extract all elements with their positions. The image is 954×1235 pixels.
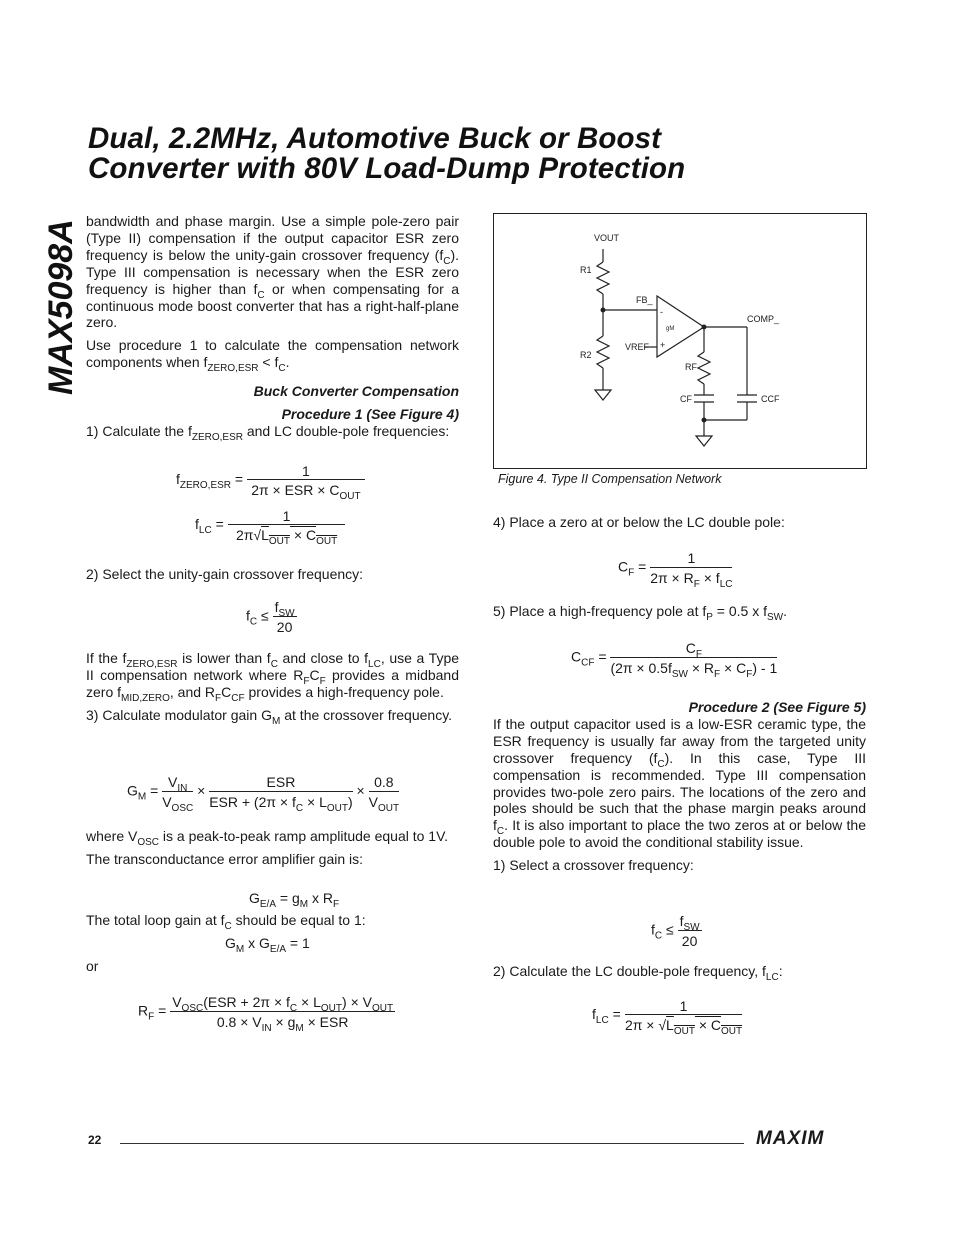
- paragraph: bandwidth and phase margin. Use a simple pole-zero pair (Type II) compensation if the output capacitor ESR zero frequency is below the unity-gain crossover frequency $(f_C)$. Type III compensation is necessary when the ESR zero frequency is higher than $f_C$ or when compensating for a continuous mode boost converter that has a right-half-plane zero.: [86, 213, 459, 331]
- figure-caption: Figure 4. Type II Compensation Network: [498, 472, 722, 486]
- equation-gea: $G_{E/A} = g_M$ x $R_F$: [249, 890, 340, 910]
- type-ii-compensation-schematic: [494, 214, 866, 468]
- label-plus: +: [660, 340, 666, 350]
- label-ccf: CCF: [761, 394, 780, 404]
- label-r1: R1: [580, 265, 592, 275]
- paragraph: The total loop gain at $f_C$ should be equal to 1:: [86, 912, 366, 932]
- label-vout: VOUT: [594, 233, 620, 243]
- equation-ccf: $C_{CF}$ = $\frac{C_F}{(2\pi \times 0.5f_{SW} \times R_F \times C_F) - 1}$: [571, 640, 778, 680]
- step-text: 3) Calculate modulator gain $G_M$ at the crossover frequency.: [86, 706, 453, 727]
- label-rf: RF: [685, 362, 697, 372]
- label-vref: VREF: [625, 342, 650, 352]
- equation-gm: $G_M$ = $\frac{V_{IN}}{V_{OSC}}$ × $\frac{\text{ESR}}{ESR + (2\pi \times f_C \times L_{OUT})}$ × $\frac{0.8}{V_{OUT}}$: [127, 774, 400, 814]
- paragraph: where $V_{OSC}$ is a peak-to-peak ramp amplitude equal to 1V.: [86, 828, 449, 848]
- step-text: 2) Select the unity-gain crossover frequency:: [86, 566, 364, 582]
- equation-rf: $R_F$ = $\frac{V_{OSC}(ESR + 2\pi \times f_C \times L_{OUT}) \times V_{OUT}}{0.8 \times V_{IN} \times g_M \times ESR}$: [138, 994, 394, 1034]
- step-text: 4) Place a zero at or below the LC double pole:: [493, 514, 785, 530]
- step-text: 2) Calculate the LC double-pole frequency, $f_{LC}$:: [493, 963, 783, 983]
- part-number-label: MAX5098A: [42, 219, 80, 395]
- equation-fzero: $f_{ZERO,ESR}$ = $\frac{1}{2\pi \times ESR \times C_{OUT}}$: [176, 463, 365, 498]
- equation-flc-2: $f_{LC}$ = $\frac{1}{2\pi \times √L_{OUT} \times C_{OUT}}$: [592, 998, 743, 1037]
- paragraph: If the output capacitor used is a low-ESR ceramic type, the ESR frequency is usually far away from the targeted unity crossover frequency $(f_C)$. In this case, Type III compensation is recommended. Type III compensation provides two-pole zero pairs. The locations of the zero and poles should be such that the phase margin peaks around $f_C$. It is also important to place the two zeros at or below the double pole to avoid the conditional stability issue.: [493, 715, 866, 851]
- section-heading: Procedure 2 (See Figure 5): [688, 699, 866, 715]
- section-heading: Buck Converter Compensation: [253, 383, 459, 400]
- left-column: [86, 213, 459, 443]
- page-number: 22: [88, 1133, 102, 1147]
- label-minus: -: [660, 307, 663, 317]
- equation-loop: $G_M$ x $G_{E/A} = 1$: [225, 935, 310, 955]
- or-text: or: [86, 958, 99, 974]
- step-text: 1) Calculate the $f_{ZERO,ESR}$ and LC double-pole frequencies:: [86, 422, 450, 443]
- maxim-logo: MAXIM: [756, 1128, 825, 1149]
- step-text: 1) Select a crossover frequency:: [493, 857, 694, 874]
- step-text: 5) Place a high-frequency pole at $f_P = 0.5$ x $f_{SW}$.: [493, 603, 788, 623]
- figure-4-circuit: [493, 213, 867, 469]
- label-fb: FB_: [636, 295, 653, 305]
- equation-fc: $f_C$ ≤ $\frac{f_{SW}}{20}$: [246, 599, 295, 635]
- junction-dot: [702, 325, 707, 330]
- equation-cf: $C_F$ = $\frac{1}{2\pi \times R_F \times f_{LC}}$: [618, 550, 733, 590]
- label-cf: CF: [680, 394, 692, 404]
- junction-dot: [702, 418, 707, 423]
- equation-flc: $f_{LC}$ = $\frac{1}{2\pi√L_{OUT} \times C_{OUT}}$: [195, 508, 345, 543]
- equation-fc-2: $f_C$ ≤ $\frac{f_{SW}}{20}$: [651, 913, 700, 949]
- label-comp: COMP_: [747, 314, 780, 324]
- section-heading: Procedure 1 (See Figure 4): [281, 406, 459, 423]
- junction-dot: [601, 308, 606, 313]
- footer-rule: [120, 1143, 744, 1144]
- paragraph: If the $f_{ZERO,ESR}$ is lower than $f_C$ and close to $f_{LC}$, use a Type II compensation network where $R_FC_F$ provides a midband zero $f_{MID,ZERO}$, and $R_FC_{CF}$ provides a high-frequency pole.: [86, 650, 460, 704]
- label-r2: R2: [580, 350, 592, 360]
- paragraph: The transconductance error amplifier gain is:: [86, 850, 364, 867]
- page-title: Dual, 2.2MHz, Automotive Buck or Boost Converter with 80V Load-Dump Protection: [88, 122, 686, 185]
- label-gm: gM: [666, 326, 675, 332]
- paragraph: Use procedure 1 to calculate the compensation network components when $f_{ZERO,ESR} < f_C$.: [86, 337, 459, 375]
